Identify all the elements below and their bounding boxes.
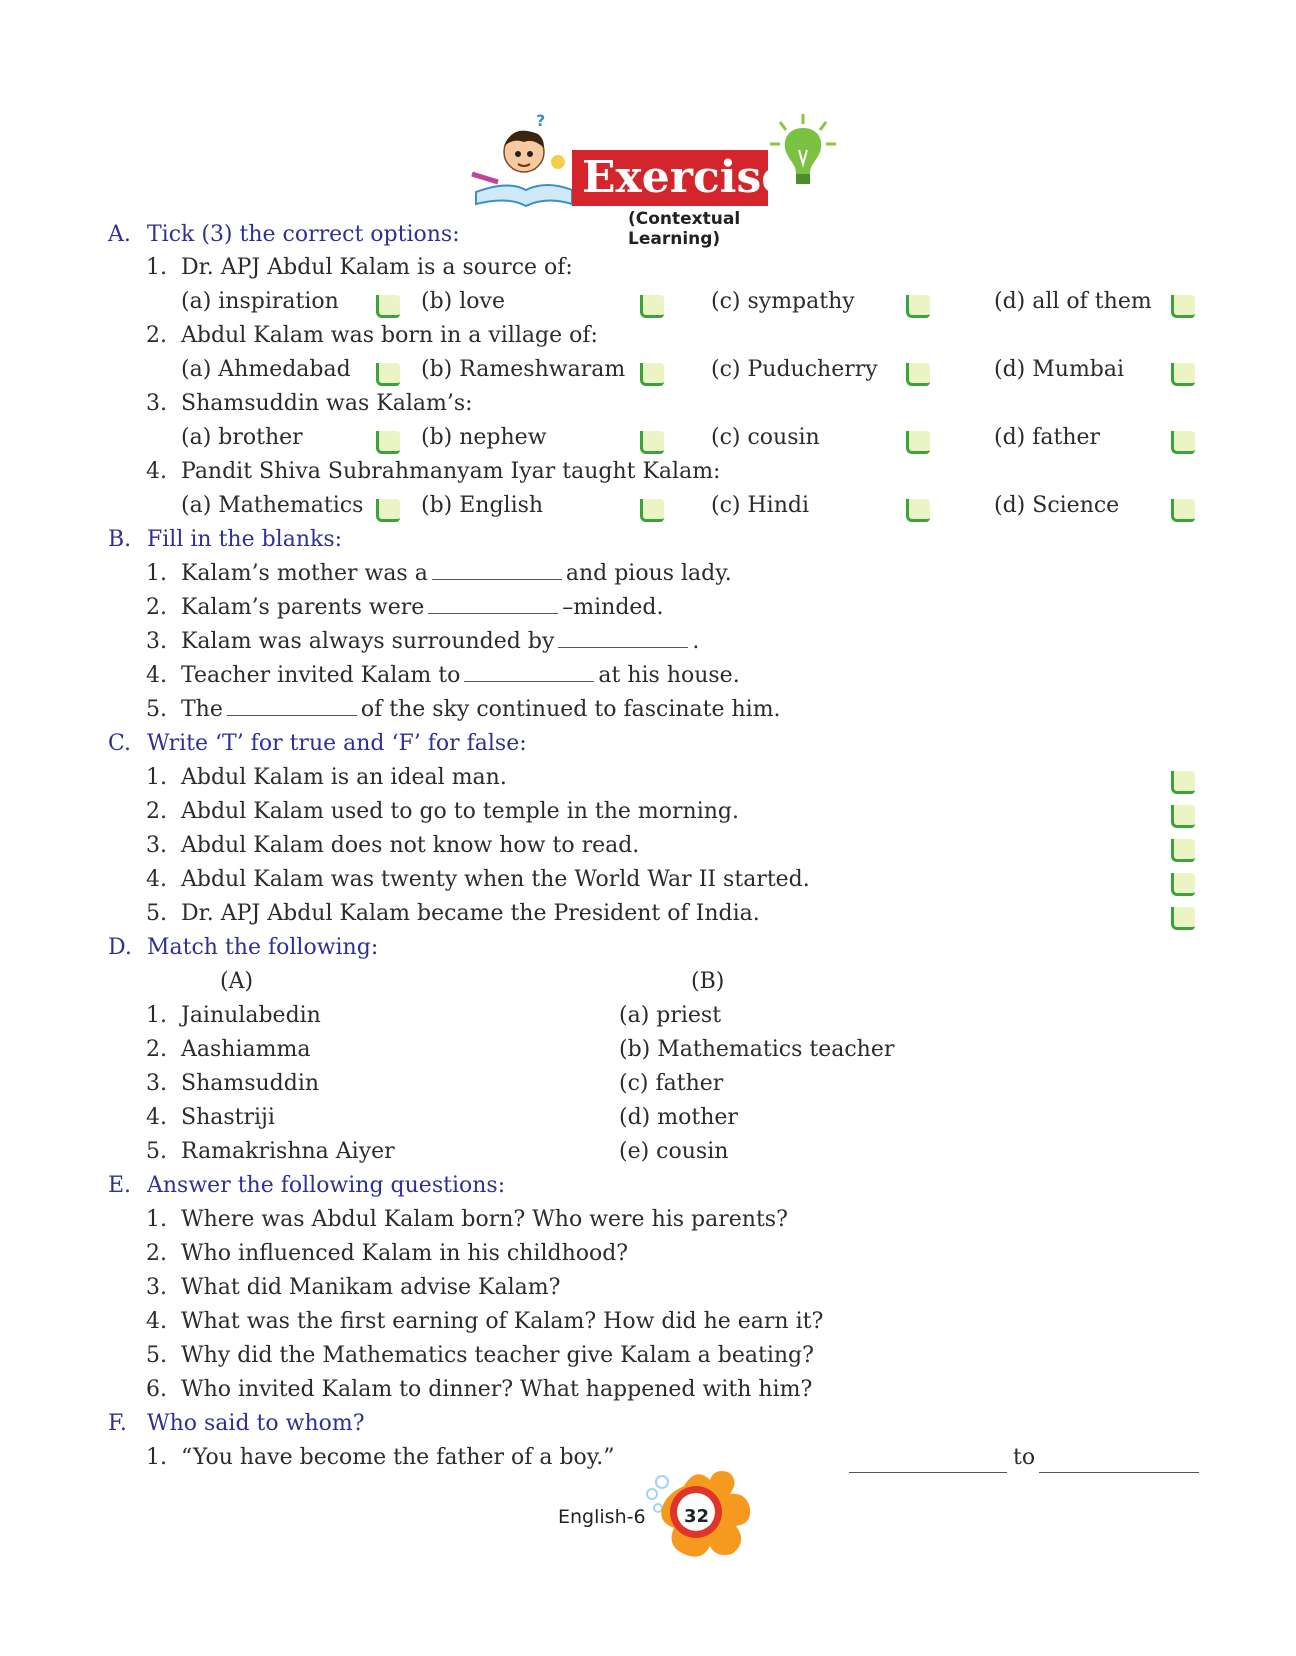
- option-a2-b: (b) Rameshwaram: [421, 357, 626, 382]
- question-a1: [146, 255, 573, 280]
- item-number: 1.: [146, 1207, 167, 1232]
- item-number: 1.: [146, 561, 167, 586]
- match-left-1: [146, 1003, 321, 1028]
- item-number: 4.: [146, 867, 167, 892]
- item-text-after: of the sky continued to fascinate him.: [360, 697, 781, 722]
- match-right-4: (d) mother: [619, 1105, 738, 1130]
- section-title: Fill in the blanks:: [147, 527, 343, 552]
- item-text: Abdul Kalam does not know how to read.: [181, 833, 640, 858]
- answer-checkbox[interactable]: [906, 499, 930, 522]
- item-text: Abdul Kalam was twenty when the World War II started.: [181, 867, 810, 892]
- listener-blank[interactable]: [1039, 1472, 1199, 1473]
- answer-checkbox[interactable]: [376, 295, 400, 318]
- question-number: 4.: [146, 459, 167, 484]
- question-a2: [146, 323, 598, 348]
- blank-item-2: [146, 595, 664, 620]
- to-label: to: [1013, 1445, 1036, 1470]
- match-left-3: [146, 1071, 319, 1096]
- item-text: Abdul Kalam is an ideal man.: [181, 765, 507, 790]
- option-a2-a: (a) Ahmedabad: [181, 357, 351, 382]
- option-a4-a: (a) Mathematics: [181, 493, 364, 518]
- answer-blank[interactable]: [558, 631, 688, 648]
- answer-box[interactable]: [1171, 805, 1195, 828]
- question-number: 1.: [146, 255, 167, 280]
- item-text-after: –minded.: [562, 595, 664, 620]
- item-text: What did Manikam advise Kalam?: [181, 1275, 561, 1300]
- option-a4-b: (b) English: [421, 493, 544, 518]
- exercise-subtitle: (Contextual Learning): [628, 209, 741, 249]
- item-number: 3.: [146, 1071, 167, 1096]
- option-a4-d: (d) Science: [994, 493, 1120, 518]
- answer-blank[interactable]: [432, 563, 562, 580]
- item-number: 3.: [146, 833, 167, 858]
- section-letter: E.: [108, 1173, 132, 1198]
- item-text: Who influenced Kalam in his childhood?: [181, 1241, 629, 1266]
- item-text: Aashiamma: [181, 1037, 311, 1062]
- item-number: 1.: [146, 1445, 167, 1470]
- blank-item-3: [146, 629, 699, 654]
- answer-checkbox[interactable]: [1171, 431, 1195, 454]
- item-text: What was the first earning of Kalam? How did he earn it?: [181, 1309, 824, 1334]
- answer-checkbox[interactable]: [1171, 295, 1195, 318]
- option-a3-b: (b) nephew: [421, 425, 547, 450]
- speaker-blank[interactable]: [849, 1472, 1007, 1473]
- book-name: English-6: [558, 1506, 646, 1528]
- question-e5: [146, 1343, 814, 1368]
- item-number: 1.: [146, 765, 167, 790]
- item-text: Who invited Kalam to dinner? What happened with him?: [181, 1377, 813, 1402]
- answer-checkbox[interactable]: [376, 363, 400, 386]
- blank-item-4: [146, 663, 740, 688]
- item-text-before: Kalam’s mother was a: [181, 561, 428, 586]
- option-a1-d: (d) all of them: [994, 289, 1152, 314]
- option-a1-b: (b) love: [421, 289, 505, 314]
- item-number: 2.: [146, 799, 167, 824]
- item-text: Shamsuddin: [181, 1071, 320, 1096]
- answer-checkbox[interactable]: [906, 431, 930, 454]
- section-title: Write ‘T’ for true and ‘F’ for false:: [147, 731, 527, 756]
- option-a3-d: (d) father: [994, 425, 1101, 450]
- item-text: Abdul Kalam used to go to temple in the morning.: [181, 799, 739, 824]
- item-number: 5.: [146, 1343, 167, 1368]
- question-f1: [146, 1445, 615, 1470]
- item-text-after: and pious lady.: [565, 561, 732, 586]
- item-text: Why did the Mathematics teacher give Kalam a beating?: [181, 1343, 814, 1368]
- page-number: 32: [684, 1506, 710, 1527]
- match-left-2: [146, 1037, 310, 1062]
- answer-checkbox[interactable]: [376, 431, 400, 454]
- item-text: “You have become the father of a boy.”: [181, 1445, 615, 1470]
- item-text: Shastriji: [181, 1105, 275, 1130]
- option-a2-c: (c) Puducherry: [711, 357, 878, 382]
- section-f-heading: [108, 1411, 365, 1436]
- answer-checkbox[interactable]: [640, 431, 664, 454]
- item-number: 2.: [146, 1037, 167, 1062]
- tf-item-5: [146, 901, 760, 926]
- section-letter: A.: [108, 222, 131, 247]
- question-number: 2.: [146, 323, 167, 348]
- option-a1-a: (a) inspiration: [181, 289, 339, 314]
- exercise-header: [468, 112, 838, 249]
- item-text: Where was Abdul Kalam born? Who were his parents?: [181, 1207, 788, 1232]
- tf-item-2: [146, 799, 739, 824]
- answer-checkbox[interactable]: [376, 499, 400, 522]
- item-text-before: Kalam’s parents were: [181, 595, 425, 620]
- section-letter: B.: [108, 527, 132, 552]
- answer-checkbox[interactable]: [1171, 363, 1195, 386]
- tf-item-4: [146, 867, 810, 892]
- question-text: Shamsuddin was Kalam’s:: [181, 391, 473, 416]
- question-text: Dr. APJ Abdul Kalam is a source of:: [181, 255, 573, 280]
- item-number: 3.: [146, 1275, 167, 1300]
- item-text-before: Teacher invited Kalam to: [181, 663, 461, 688]
- question-number: 3.: [146, 391, 167, 416]
- item-text: Jainulabedin: [181, 1003, 321, 1028]
- blank-item-1: [146, 561, 732, 586]
- answer-box[interactable]: [1171, 839, 1195, 862]
- blank-item-5: [146, 697, 781, 722]
- item-number: 4.: [146, 1105, 167, 1130]
- section-a-heading: [108, 222, 460, 247]
- item-number: 5.: [146, 901, 167, 926]
- question-e3: [146, 1275, 560, 1300]
- option-a1-c: (c) sympathy: [711, 289, 855, 314]
- section-b-heading: [108, 527, 342, 552]
- option-a3-c: (c) cousin: [711, 425, 820, 450]
- item-text-after: at his house.: [598, 663, 740, 688]
- item-number: 5.: [146, 1139, 167, 1164]
- question-e6: [146, 1377, 812, 1402]
- match-right-5: (e) cousin: [619, 1139, 729, 1164]
- answer-checkbox[interactable]: [640, 295, 664, 318]
- question-text: Pandit Shiva Subrahmanyam Iyar taught Kalam:: [181, 459, 721, 484]
- item-number: 2.: [146, 1241, 167, 1266]
- option-a4-c: (c) Hindi: [711, 493, 809, 518]
- section-letter: F.: [108, 1411, 127, 1436]
- item-number: 3.: [146, 629, 167, 654]
- answer-box[interactable]: [1171, 907, 1195, 930]
- question-a4: [146, 459, 720, 484]
- option-a3-a: (a) brother: [181, 425, 303, 450]
- item-number: 4.: [146, 1309, 167, 1334]
- question-e2: [146, 1241, 628, 1266]
- column-b-header: (B): [691, 969, 725, 994]
- answer-checkbox[interactable]: [640, 499, 664, 522]
- answer-blank[interactable]: [464, 665, 594, 682]
- item-text: Ramakrishna Aiyer: [181, 1139, 395, 1164]
- section-title: Who said to whom?: [147, 1411, 365, 1436]
- svg-text:?: ?: [536, 112, 546, 130]
- section-e-heading: [108, 1173, 505, 1198]
- item-number: 5.: [146, 697, 167, 722]
- answer-checkbox[interactable]: [906, 363, 930, 386]
- exercise-title: Exercise: [572, 150, 768, 206]
- answer-box[interactable]: [1171, 873, 1195, 896]
- answer-checkbox[interactable]: [906, 295, 930, 318]
- answer-box[interactable]: [1171, 771, 1195, 794]
- item-number: 4.: [146, 663, 167, 688]
- section-title: Tick (3) the correct options:: [147, 222, 460, 247]
- tf-item-1: [146, 765, 507, 790]
- match-right-3: (c) father: [619, 1071, 724, 1096]
- question-text: Abdul Kalam was born in a village of:: [181, 323, 598, 348]
- column-a-header: (A): [220, 969, 254, 994]
- match-right-2: (b) Mathematics teacher: [619, 1037, 895, 1062]
- section-title: Match the following:: [147, 935, 379, 960]
- boy-reading-icon: [468, 112, 578, 212]
- match-left-4: [146, 1105, 275, 1130]
- lightbulb-icon: [768, 112, 838, 202]
- item-number: 2.: [146, 595, 167, 620]
- section-d-heading: [108, 935, 378, 960]
- item-text-after: .: [692, 629, 700, 654]
- answer-checkbox[interactable]: [1171, 499, 1195, 522]
- answer-blank[interactable]: [227, 699, 357, 716]
- section-c-heading: [108, 731, 527, 756]
- item-text: Dr. APJ Abdul Kalam became the President of India.: [181, 901, 760, 926]
- question-e1: [146, 1207, 788, 1232]
- section-title: Answer the following questions:: [147, 1173, 506, 1198]
- match-right-1: (a) priest: [619, 1003, 722, 1028]
- item-number: 6.: [146, 1377, 167, 1402]
- section-letter: D.: [108, 935, 132, 960]
- item-number: 1.: [146, 1003, 167, 1028]
- item-text-before: The: [181, 697, 223, 722]
- option-a2-d: (d) Mumbai: [994, 357, 1125, 382]
- section-letter: C.: [108, 731, 132, 756]
- question-e4: [146, 1309, 823, 1334]
- item-text-before: Kalam was always surrounded by: [181, 629, 555, 654]
- tf-item-3: [146, 833, 639, 858]
- answer-checkbox[interactable]: [640, 363, 664, 386]
- question-a3: [146, 391, 473, 416]
- answer-blank[interactable]: [428, 597, 558, 614]
- match-left-5: [146, 1139, 395, 1164]
